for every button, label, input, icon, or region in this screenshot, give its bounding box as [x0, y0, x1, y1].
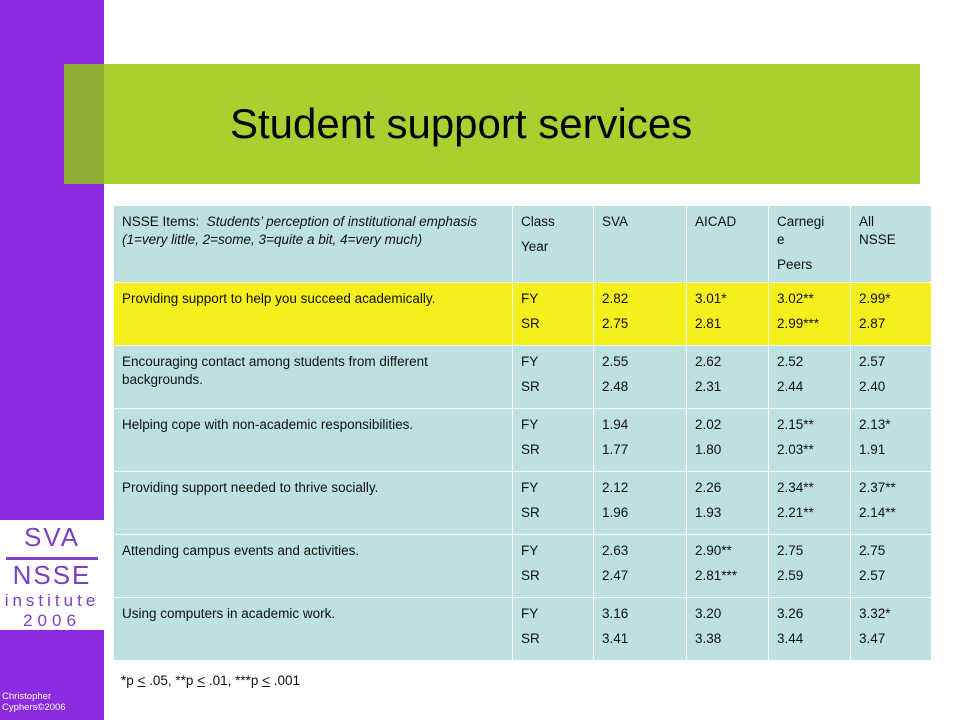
item-cell: Encouraging contact among students from different backgrounds.	[114, 346, 513, 409]
sva-cell: 2.63 2.47	[594, 535, 687, 598]
sva-cell: 2.12 1.96	[594, 472, 687, 535]
logo-nsse-text: NSSE	[12, 560, 92, 590]
table-row	[114, 598, 932, 661]
table-row	[114, 472, 932, 535]
item-cell: Providing support to help you succeed academically.	[114, 283, 513, 346]
class-cell: FY SR	[513, 598, 594, 661]
header-sva: SVA	[594, 206, 687, 283]
header-class-year: Class Year	[513, 206, 594, 283]
sva-cell: 2.55 2.48	[594, 346, 687, 409]
aicad-cell: 2.90** 2.81***	[687, 535, 769, 598]
item-cell: Using computers in academic work.	[114, 598, 513, 661]
carnegie-cell: 2.15** 2.03**	[769, 409, 851, 472]
sva-nsse-institute-logo	[0, 520, 104, 630]
carnegie-cell: 3.02** 2.99***	[769, 283, 851, 346]
table-row	[114, 346, 932, 409]
title-band-accent	[64, 64, 104, 184]
table-header-row	[114, 206, 932, 283]
aicad-cell: 2.26 1.93	[687, 472, 769, 535]
item-cell: Attending campus events and activities.	[114, 535, 513, 598]
header-aicad: AICAD	[687, 206, 769, 283]
all-nsse-cell: 3.32* 3.47	[851, 598, 932, 661]
slide-title: Student support services	[230, 100, 693, 147]
header-items: NSSE Items: Students’ perception of institutional emphasis (1=very little, 2=some, 3=quite a bit, 4=very much)	[114, 206, 513, 283]
aicad-cell: 3.20 3.38	[687, 598, 769, 661]
class-cell: FY SR	[513, 346, 594, 409]
all-nsse-cell: 2.13* 1.91	[851, 409, 932, 472]
carnegie-cell: 2.75 2.59	[769, 535, 851, 598]
table-row	[114, 409, 932, 472]
all-nsse-cell: 2.75 2.57	[851, 535, 932, 598]
logo-year-text: 2006	[23, 611, 81, 630]
sva-cell: 1.94 1.77	[594, 409, 687, 472]
class-cell: FY SR	[513, 472, 594, 535]
aicad-cell: 2.62 2.31	[687, 346, 769, 409]
table-row	[114, 283, 932, 346]
sva-cell: 2.82 2.75	[594, 283, 687, 346]
all-nsse-cell: 2.57 2.40	[851, 346, 932, 409]
aicad-cell: 3.01* 2.81	[687, 283, 769, 346]
class-cell: FY SR	[513, 283, 594, 346]
author-credit: Christopher Cyphers©2006	[2, 691, 66, 713]
item-cell: Providing support needed to thrive socially.	[114, 472, 513, 535]
item-cell: Helping cope with non-academic responsibilities.	[114, 409, 513, 472]
carnegie-cell: 2.52 2.44	[769, 346, 851, 409]
carnegie-cell: 3.26 3.44	[769, 598, 851, 661]
logo-institute-text: institute	[4, 591, 100, 610]
class-cell: FY SR	[513, 535, 594, 598]
significance-footnote: *p < .05, **p < .01, ***p < .001	[121, 673, 301, 688]
class-cell: FY SR	[513, 409, 594, 472]
table-row	[114, 535, 932, 598]
aicad-cell: 2.02 1.80	[687, 409, 769, 472]
sva-cell: 3.16 3.41	[594, 598, 687, 661]
logo-sva-text: SVA	[23, 522, 81, 552]
all-nsse-cell: 2.37** 2.14**	[851, 472, 932, 535]
carnegie-cell: 2.34** 2.21**	[769, 472, 851, 535]
nsse-results-table	[113, 205, 932, 661]
header-all-nsse: All NSSE	[851, 206, 932, 283]
all-nsse-cell: 2.99* 2.87	[851, 283, 932, 346]
header-carnegie-peers: Carnegi e Peers	[769, 206, 851, 283]
